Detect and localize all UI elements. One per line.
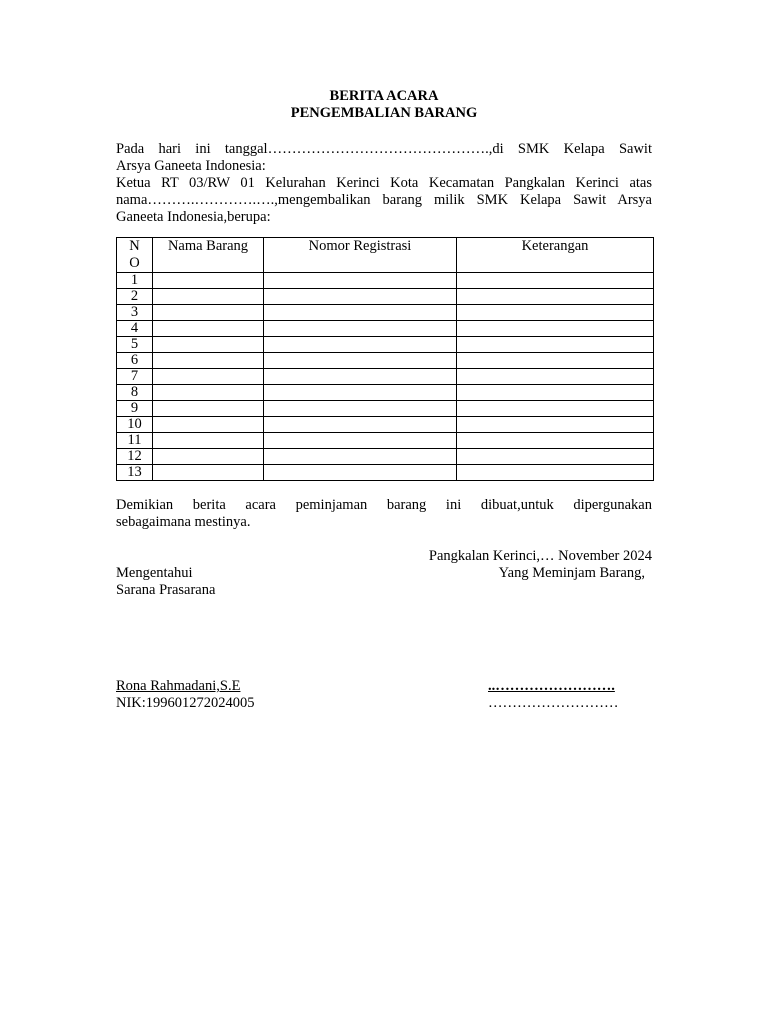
table-row: [117, 289, 654, 305]
nik-row: [116, 695, 652, 712]
intro-line-2: Arsya Ganeeta Indonesia:: [116, 158, 266, 174]
cell-nama: [153, 417, 264, 433]
cell-registrasi: [264, 353, 457, 369]
table-row: [117, 433, 654, 449]
row-number: 9: [117, 401, 153, 417]
header-no-line-1: N: [129, 238, 140, 254]
place-date: Pangkalan Kerinci,… November 2024: [428, 548, 652, 564]
row-number: 13: [117, 465, 153, 481]
table-row: [117, 401, 654, 417]
intro-line-3: Ketua RT 03/RW 01 Kelurahan Kerinci Kota Kecamatan Pangkalan Kerinci atas: [116, 175, 652, 191]
cell-nama: [153, 353, 264, 369]
roles-row-2: [116, 582, 652, 599]
place-date-row: [116, 548, 652, 565]
table-row: [117, 465, 654, 481]
cell-nama: [153, 337, 264, 353]
cell-registrasi: [264, 465, 457, 481]
cell-keterangan: [457, 321, 654, 337]
cell-keterangan: [457, 289, 654, 305]
left-signer-name: Rona Rahmadani,S.E: [116, 678, 241, 694]
cell-registrasi: [264, 401, 457, 417]
row-number: 10: [117, 417, 153, 433]
row-number: 12: [117, 449, 153, 465]
intro-line-5: Ganeeta Indonesia,berupa:: [116, 209, 271, 225]
cell-keterangan: [457, 273, 654, 289]
table-row: [117, 417, 654, 433]
cell-registrasi: [264, 385, 457, 401]
right-signer-nik: ………………………: [488, 695, 619, 711]
left-role-2: Sarana Prasarana: [116, 582, 216, 598]
right-role: Yang Meminjam Barang,: [498, 565, 645, 581]
header-nomor-registrasi: Nomor Registrasi: [264, 238, 457, 273]
intro-line-1: Pada hari ini tanggal……………………………………….,di SMK Kelapa Sawit: [116, 141, 652, 157]
table-row: [117, 305, 654, 321]
cell-nama: [153, 305, 264, 321]
row-number: 7: [117, 369, 153, 385]
table-row: [117, 353, 654, 369]
cell-nama: [153, 273, 264, 289]
row-number: 6: [117, 353, 153, 369]
cell-nama: [153, 449, 264, 465]
intro-paragraph: [116, 141, 652, 226]
table-header-row: [117, 238, 654, 273]
row-number: 1: [117, 273, 153, 289]
names-row: [116, 678, 652, 695]
cell-nama: [153, 401, 264, 417]
right-signer-name: ..…………………….: [488, 678, 615, 694]
cell-nama: [153, 321, 264, 337]
left-signer-nik: NIK:199601272024005: [116, 695, 255, 711]
cell-keterangan: [457, 369, 654, 385]
closing-line-2: sebagaimana mestinya.: [116, 514, 251, 530]
cell-keterangan: [457, 417, 654, 433]
cell-registrasi: [264, 433, 457, 449]
title-line-1: BERITA ACARA: [329, 88, 439, 104]
cell-nama: [153, 369, 264, 385]
cell-keterangan: [457, 305, 654, 321]
cell-registrasi: [264, 417, 457, 433]
cell-nama: [153, 465, 264, 481]
table-body: [117, 273, 654, 481]
closing-line-1: Demikian berita acara peminjaman barang ini dibuat,untuk dipergunakan: [116, 497, 652, 513]
table-row: [117, 449, 654, 465]
cell-registrasi: [264, 321, 457, 337]
cell-registrasi: [264, 289, 457, 305]
cell-nama: [153, 433, 264, 449]
cell-keterangan: [457, 465, 654, 481]
cell-nama: [153, 385, 264, 401]
cell-registrasi: [264, 369, 457, 385]
signature-space: [116, 599, 652, 678]
intro-line-4: nama……….………….….,mengembalikan barang milik SMK Kelapa Sawit Arsya: [116, 192, 652, 208]
table-row: [117, 369, 654, 385]
row-number: 11: [117, 433, 153, 449]
table-row: [117, 321, 654, 337]
document-title: [116, 88, 652, 122]
roles-row: [116, 565, 652, 582]
title-line-2: PENGEMBALIAN BARANG: [290, 105, 478, 121]
document-page: [116, 88, 652, 712]
row-number: 8: [117, 385, 153, 401]
header-no-line-2: O: [129, 255, 140, 271]
header-nama-barang: Nama Barang: [153, 238, 264, 273]
cell-registrasi: [264, 273, 457, 289]
header-keterangan: Keterangan: [457, 238, 654, 273]
row-number: 5: [117, 337, 153, 353]
cell-keterangan: [457, 449, 654, 465]
row-number: 3: [117, 305, 153, 321]
cell-keterangan: [457, 353, 654, 369]
closing-paragraph: [116, 497, 652, 531]
table-row: [117, 385, 654, 401]
cell-registrasi: [264, 337, 457, 353]
row-number: 2: [117, 289, 153, 305]
header-no: [117, 238, 153, 273]
cell-keterangan: [457, 401, 654, 417]
cell-keterangan: [457, 337, 654, 353]
cell-keterangan: [457, 433, 654, 449]
table-row: [117, 273, 654, 289]
cell-nama: [153, 289, 264, 305]
items-table: [116, 237, 654, 481]
cell-keterangan: [457, 385, 654, 401]
left-role-1: Mengentahui: [116, 565, 193, 581]
row-number: 4: [117, 321, 153, 337]
cell-registrasi: [264, 305, 457, 321]
table-row: [117, 337, 654, 353]
cell-registrasi: [264, 449, 457, 465]
